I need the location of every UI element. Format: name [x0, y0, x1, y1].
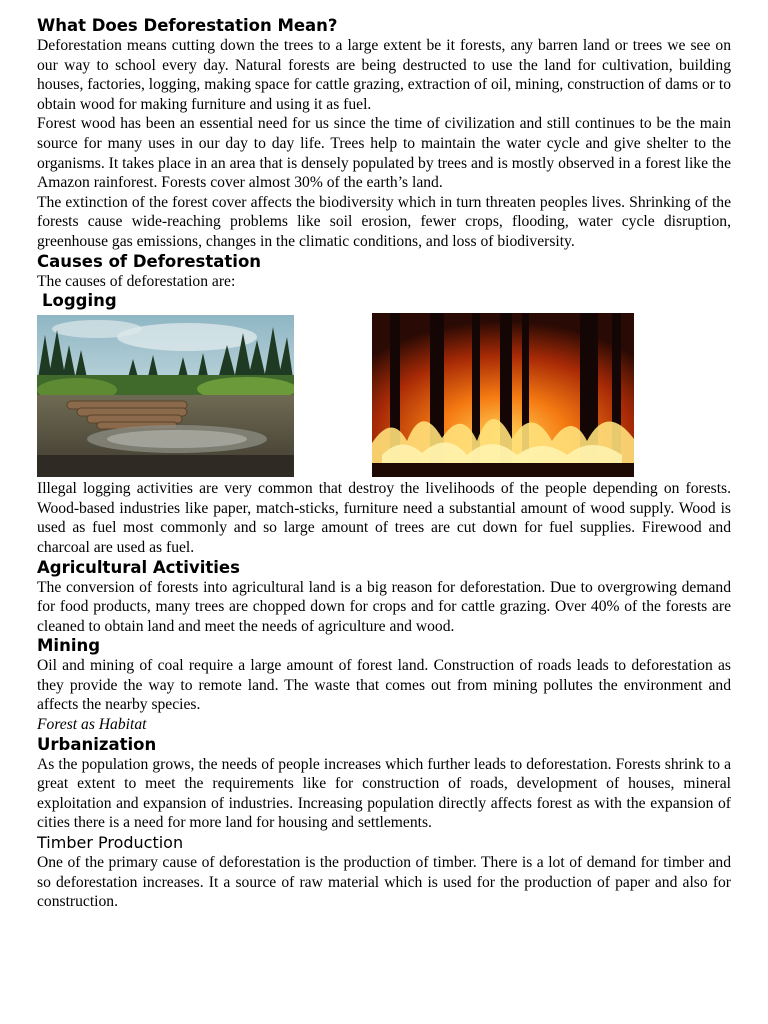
mining-text: Oil and mining of coal require a large amount of forest land. Construction of roads leads to deforestation as they provide the way to remote land. The waste that comes out from mining pollutes the environment and affects the nearby species. [37, 657, 731, 714]
heading-logging: Logging [42, 291, 117, 311]
heading-timber-production: Timber Production [37, 833, 184, 853]
intro-paragraph-3: The extinction of the forest cover affects the biodiversity which in turn threaten peoples lives. Shrinking of the forests cause wide-reaching problems like soil erosion, fewer crops, flooding, water cycle disruption, greenhouse gas emissions, changes in the climatic conditions, and loss of biodiversity. [37, 193, 731, 250]
causes-intro: The causes of deforestation are: [37, 272, 236, 290]
intro-paragraph-2: Forest wood has been an essential need for us since the time of civilization and still continues to be the main source for many uses in our day to day life. Trees help to maintain the water cycle and give shelter to the organisms. It takes place in an area that is densely populated by trees and is mostly observed in a forest like the Amazon rainforest. Forests cover almost 30% of the earth’s land. [37, 115, 731, 192]
heading-mining: Mining [37, 636, 101, 656]
agriculture-text: The conversion of forests into agricultural land is a big reason for deforestation. Due to overgrowing demand for food products, many trees are chopped down for crops and for cattle grazing. Over 40% of the forests are cleaned to obtain land and meet the needs of agriculture and wood. [37, 578, 731, 635]
urbanization-text: As the population grows, the needs of people increases which further leads to deforestation. Forests shrink to a great extent to meet the requirements like for construction of roads, development of houses, mineral exploitation and expansion of industries. Increasing population directly affects forest as with the expansion of cities there is a need for more land for housing and settlements. [37, 755, 731, 832]
forest-fire-photo [372, 313, 634, 477]
heading-causes: Causes of Deforestation [37, 251, 262, 271]
logged-forest-photo [37, 315, 294, 477]
intro-paragraph-1: Deforestation means cutting down the trees to a large extent be it forests, any barren land or trees we see on our way to school every day. Natural forests are being destructed to use the land for cultivation, building houses, factories, logging, making space for cattle grazing, extraction of oil, mining, construction of dams or to obtain wood for making furniture and using it as fuel. [37, 37, 731, 113]
logging-text: Illegal logging activities are very common that destroy the livelihoods of the people depending on forests. Wood-based industries like paper, match-sticks, furniture need a substantial amount of wood supply. Wood is used as fuel most commonly and so large amount of trees are cut down for fuel supplies. Firewood and charcoal are used as fuel. [37, 480, 731, 556]
timber-text: One of the primary cause of deforestation is the production of timber. There is a lot of demand for timber and so deforestation increases. It a source of raw material which is used for the production of paper and also for construction. [37, 854, 731, 911]
document-page [37, 16, 731, 912]
heading-what-is-deforestation: What Does Deforestation Mean? [37, 16, 338, 35]
logging-images [37, 313, 731, 479]
forest-as-habitat-note: Forest as Habitat [37, 716, 147, 734]
heading-urbanization: Urbanization [37, 734, 157, 754]
heading-agriculture: Agricultural Activities [37, 557, 240, 577]
